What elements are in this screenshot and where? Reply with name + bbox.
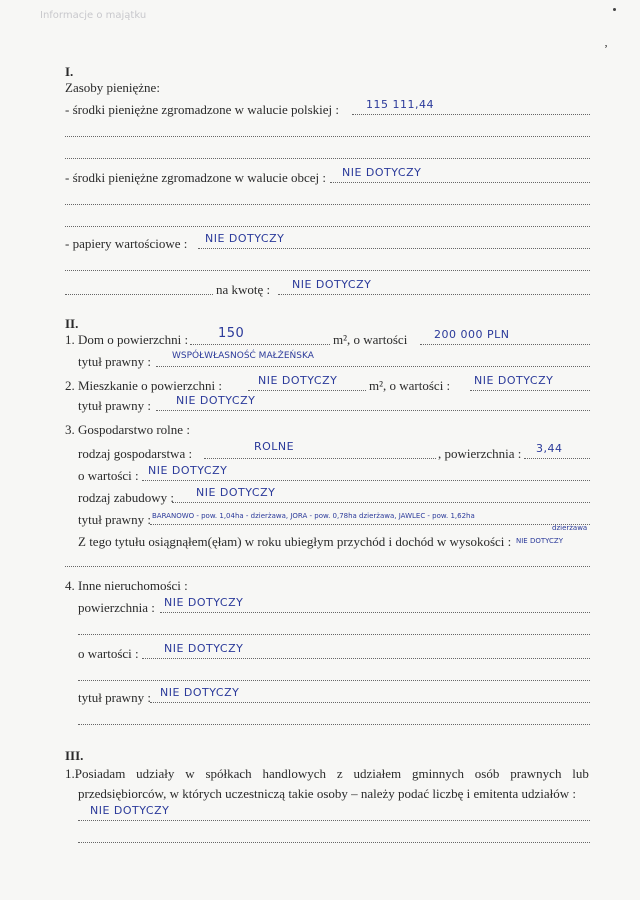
shares-word: gminnych bbox=[411, 766, 464, 781]
other-title-line bbox=[150, 702, 590, 703]
other-title-label: tytuł prawny : bbox=[78, 690, 151, 705]
farm-value-label: o wartości : bbox=[78, 468, 139, 483]
shares-word: osób bbox=[474, 766, 500, 781]
farm-area-value: 3,44 bbox=[536, 442, 563, 455]
cash-pln-line bbox=[352, 114, 590, 115]
shares-question-line1 bbox=[65, 766, 589, 782]
farm-income-value: NIE DOTYCZY bbox=[516, 537, 563, 545]
other-property-title: 4. Inne nieruchomości : bbox=[65, 578, 188, 593]
section-1-title: Zasoby pieniężne: bbox=[65, 80, 160, 95]
section-3-number: III. bbox=[65, 748, 84, 763]
house-value-value: 200 000 PLN bbox=[434, 328, 510, 341]
house-area-value: 150 bbox=[218, 326, 245, 341]
securities-label: - papiery wartościowe : bbox=[65, 236, 188, 251]
flat-area-value: NIE DOTYCZY bbox=[258, 374, 338, 387]
farm-title-value-continued: dzierżawa bbox=[552, 524, 588, 532]
house-value-label: m², o wartości bbox=[333, 332, 408, 347]
shares-word: prawnych bbox=[510, 766, 562, 781]
flat-value-value: NIE DOTYCZY bbox=[474, 374, 554, 387]
cash-foreign-value: NIE DOTYCZY bbox=[342, 166, 422, 179]
shares-word: handlowych bbox=[262, 766, 327, 781]
securities-amount-value: NIE DOTYCZY bbox=[292, 278, 372, 291]
farm-type-value: ROLNE bbox=[254, 440, 295, 453]
dotted-line bbox=[78, 842, 590, 843]
dotted-line bbox=[78, 680, 590, 681]
other-value-line bbox=[142, 658, 590, 659]
cash-pln-value: 115 111,44 bbox=[366, 98, 434, 111]
house-title-value: WSPÓŁWŁASNOŚĆ MAŁŻEŃSKA bbox=[172, 351, 314, 361]
dotted-line bbox=[78, 724, 590, 725]
shares-answer-line bbox=[78, 820, 590, 821]
shares-word: 1.Posiadam bbox=[65, 766, 126, 781]
flat-value-line bbox=[470, 390, 590, 391]
shares-question-line2: przedsiębiorców, w których uczestniczą takie osoby – należy podać liczbę i emitenta udziałów : bbox=[78, 786, 577, 801]
farm-area-line bbox=[524, 458, 590, 459]
corner-tick-mark: ʼ bbox=[604, 42, 608, 56]
farm-area-label: , powierzchnia : bbox=[438, 446, 522, 461]
dotted-line bbox=[65, 226, 590, 227]
other-area-line bbox=[160, 612, 590, 613]
house-area-line bbox=[190, 344, 330, 345]
farm-buildings-value: NIE DOTYCZY bbox=[196, 486, 276, 499]
farm-buildings-label: rodzaj zabudowy : bbox=[78, 490, 175, 505]
shares-word: udziałem bbox=[353, 766, 402, 781]
other-value-value: NIE DOTYCZY bbox=[164, 642, 244, 655]
other-value-label: o wartości : bbox=[78, 646, 139, 661]
farm-income-label: Z tego tytułu osiągnąłem(ęłam) w roku ubiegłym przychód i dochód w wysokości : bbox=[78, 534, 512, 549]
cash-foreign-label: - środki pieniężne zgromadzone w walucie obcej : bbox=[65, 170, 326, 185]
other-title-value: NIE DOTYCZY bbox=[160, 686, 240, 699]
corner-dot-mark bbox=[613, 8, 616, 11]
farm-buildings-line bbox=[172, 502, 590, 503]
securities-amount-label: na kwotę : bbox=[216, 282, 271, 297]
section-2-number: II. bbox=[65, 316, 79, 331]
farm-title: 3. Gospodarstwo rolne : bbox=[65, 422, 190, 437]
flat-title-value: NIE DOTYCZY bbox=[176, 394, 256, 407]
section-1-number: I. bbox=[65, 64, 74, 79]
shares-word: spółkach bbox=[205, 766, 252, 781]
dotted-line bbox=[65, 136, 590, 137]
dotted-line bbox=[65, 158, 590, 159]
dotted-line bbox=[78, 634, 590, 635]
faint-header-text: Informacje o majątku bbox=[40, 10, 147, 21]
flat-value-label: m², o wartości : bbox=[369, 378, 451, 393]
dotted-line bbox=[65, 270, 590, 271]
other-area-label: powierzchnia : bbox=[78, 600, 155, 615]
dotted-line bbox=[65, 566, 590, 567]
house-area-label: 1. Dom o powierzchni : bbox=[65, 332, 189, 347]
farm-title-line bbox=[150, 524, 590, 525]
dotted-line bbox=[65, 204, 590, 205]
shares-value: NIE DOTYCZY bbox=[90, 804, 170, 817]
farm-value-line bbox=[142, 480, 590, 481]
shares-word: z bbox=[336, 766, 343, 781]
farm-type-label: rodzaj gospodarstwa : bbox=[78, 446, 193, 461]
shares-word: lub bbox=[572, 766, 589, 781]
cash-foreign-line bbox=[330, 182, 590, 183]
house-title-line bbox=[156, 366, 590, 367]
farm-title-label: tytuł prawny : bbox=[78, 512, 151, 527]
flat-area-line bbox=[248, 390, 366, 391]
securities-amount-line bbox=[278, 294, 590, 295]
flat-title-label: tytuł prawny : bbox=[78, 398, 151, 413]
flat-title-line bbox=[156, 410, 590, 411]
cash-pln-label: - środki pieniężne zgromadzone w walucie polskiej : bbox=[65, 102, 339, 117]
house-value-line bbox=[420, 344, 590, 345]
house-title-label: tytuł prawny : bbox=[78, 354, 151, 369]
farm-value-value: NIE DOTYCZY bbox=[148, 464, 228, 477]
farm-type-line bbox=[204, 458, 436, 459]
securities-line bbox=[198, 248, 590, 249]
flat-area-label: 2. Mieszkanie o powierzchni : bbox=[65, 378, 223, 393]
securities-value: NIE DOTYCZY bbox=[205, 232, 285, 245]
shares-word: w bbox=[185, 766, 195, 781]
other-area-value: NIE DOTYCZY bbox=[164, 596, 244, 609]
shares-word: udziały bbox=[136, 766, 175, 781]
farm-title-value: BARANOWO - pow. 1,04ha - dzierżawa, JORA - pow. 0,78ha dzierżawa, JAWLEC - pow. 1,62ha bbox=[152, 512, 475, 520]
amount-prefix-line bbox=[65, 294, 213, 295]
